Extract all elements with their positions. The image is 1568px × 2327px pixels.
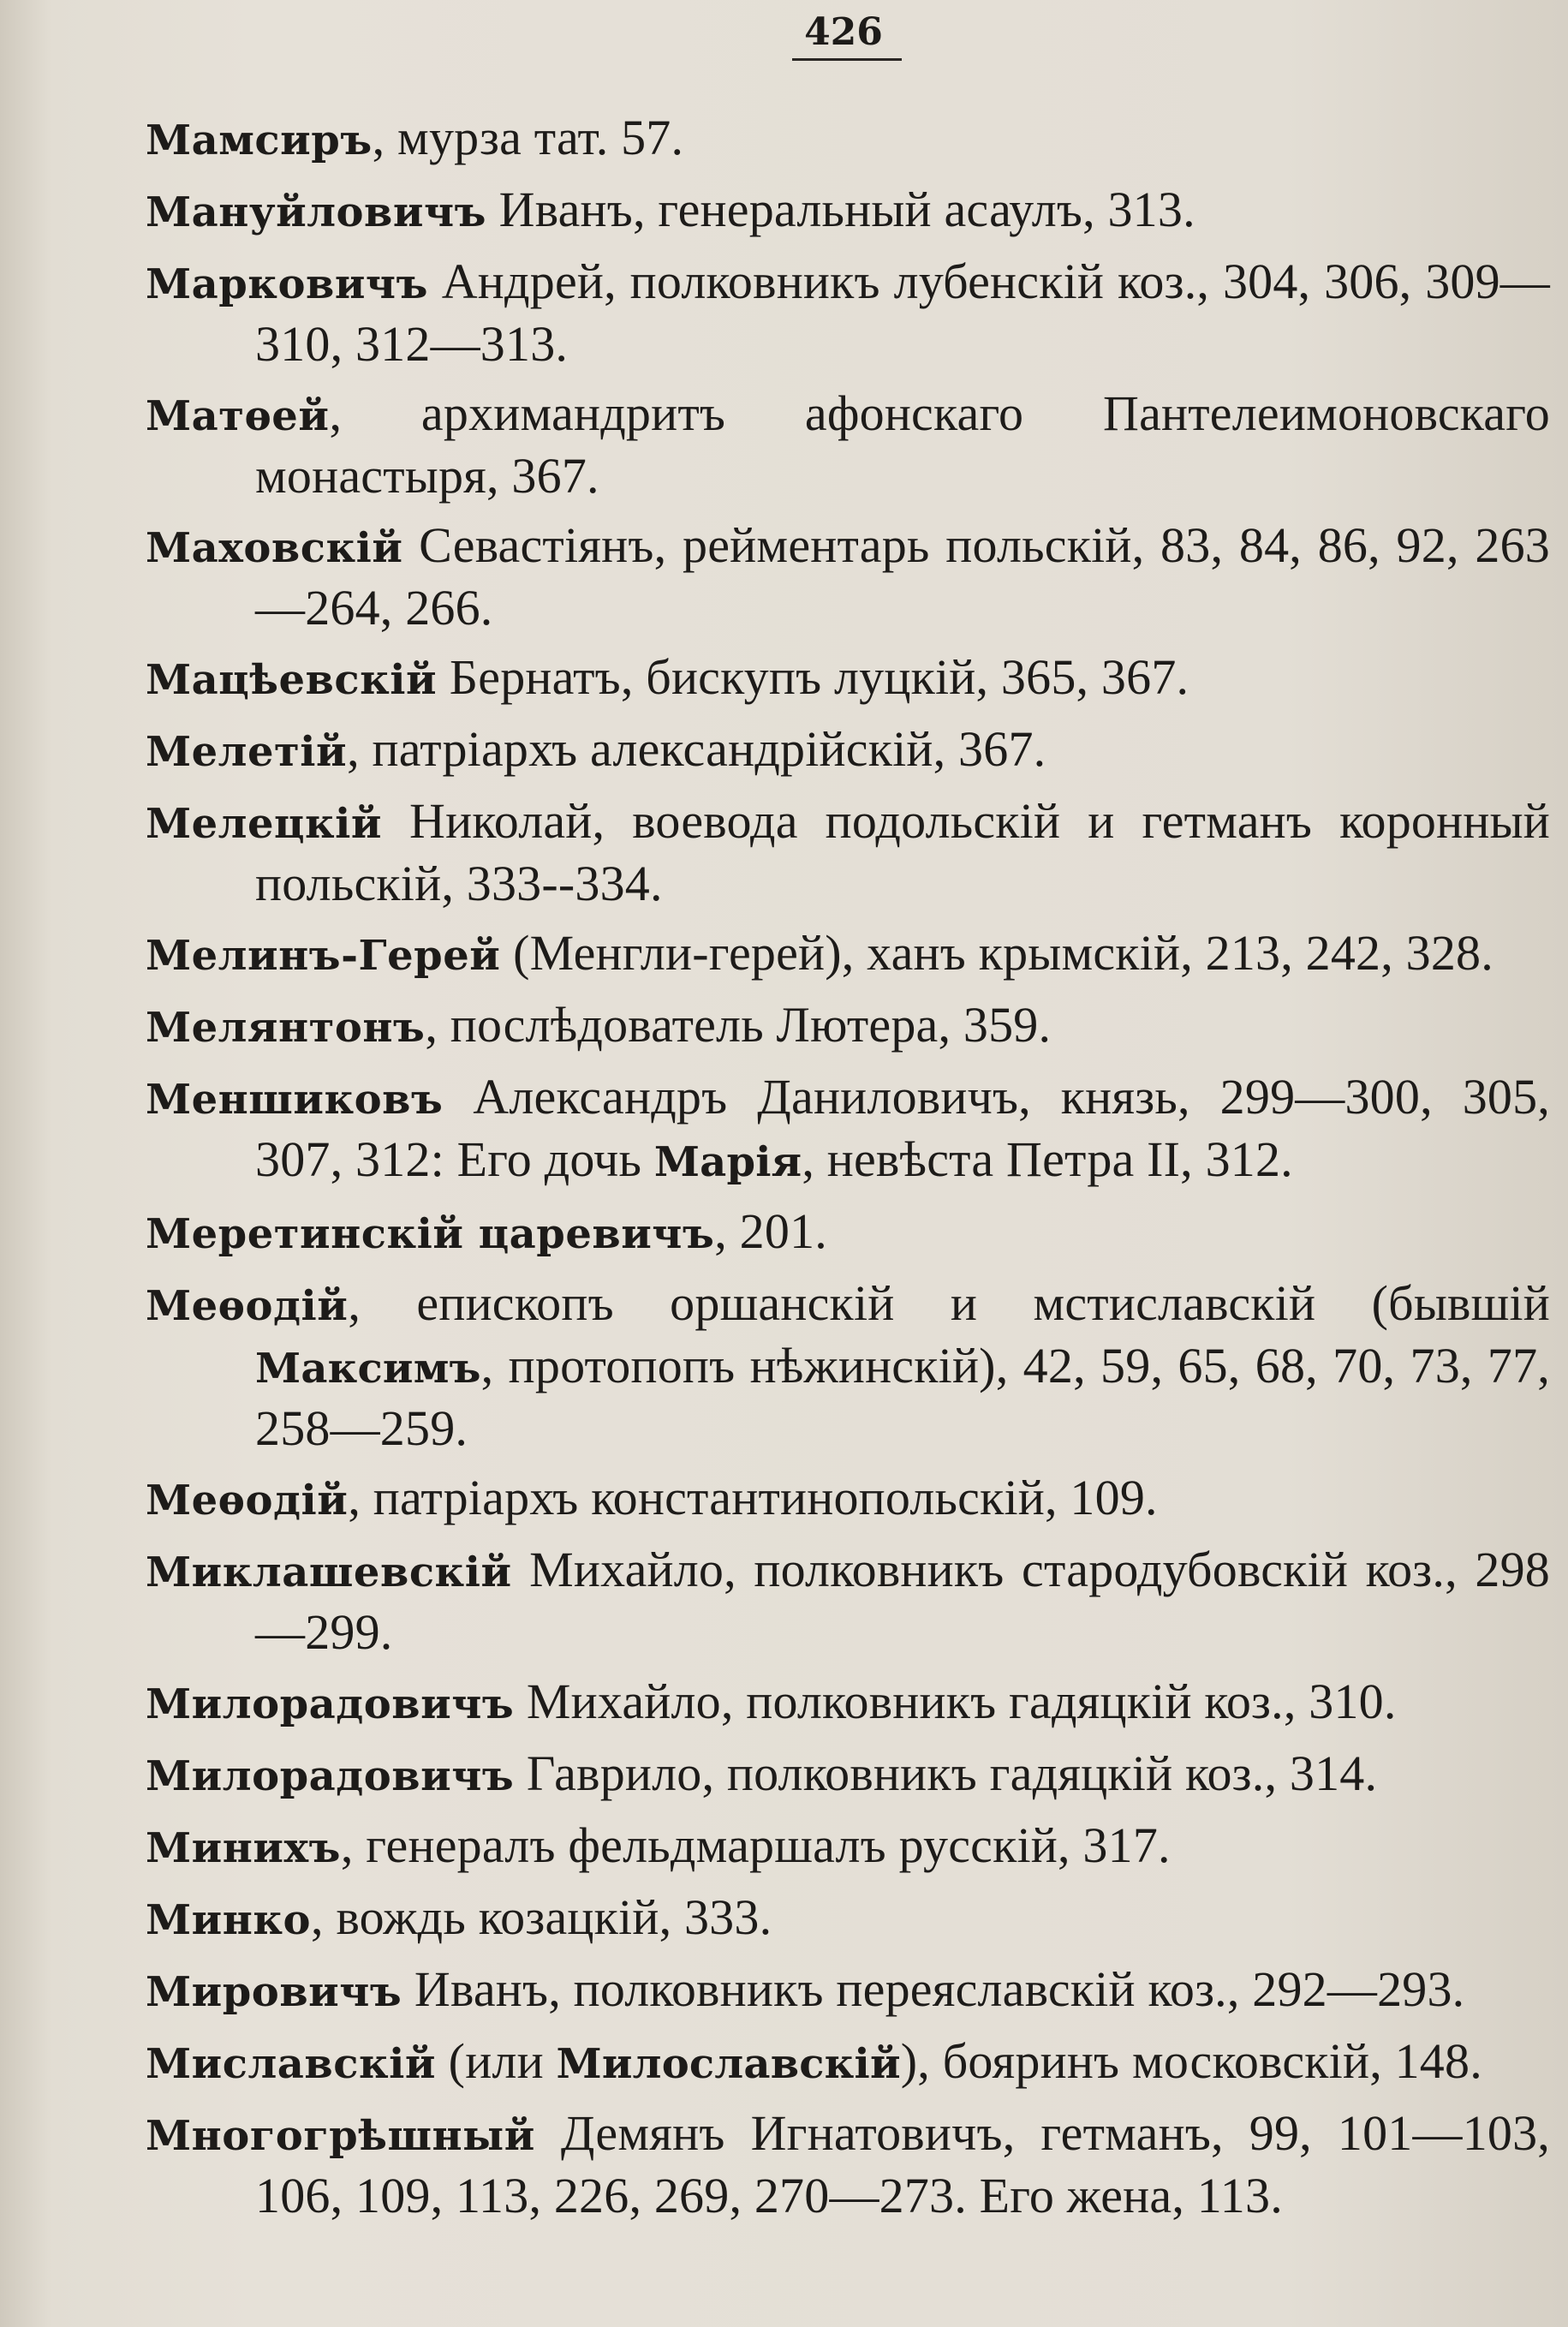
entry-headword: Многогрѣшный: [146, 2112, 535, 2160]
entry-text: , 201.: [714, 1203, 827, 1259]
entry-headword: Милорадовичъ: [146, 1680, 515, 1728]
index-entry: [146, 384, 1550, 506]
page-number: 426: [804, 10, 883, 54]
index-entry: [146, 2032, 1550, 2094]
entry-text: Николай, воевода подольскій и гетманъ коронный польскій, 333--334.: [255, 793, 1550, 911]
index-entry: [146, 1672, 1550, 1734]
index-entry: [146, 1960, 1550, 2022]
entry-text: Александръ Даниловичъ, князь, 299—300, 305, 307, 312: Его дочь: [255, 1069, 1550, 1187]
index-entry: [146, 1888, 1550, 1950]
entry-text: , послѣдователь Лютера, 359.: [425, 997, 1052, 1053]
entry-headword: Мацѣевскій: [146, 656, 438, 704]
index-entry: [146, 1067, 1550, 1192]
index-entry: [146, 1202, 1550, 1264]
entry-bold-name: Максимъ: [255, 1345, 481, 1393]
entry-text: , патріархъ александрійскій, 367.: [347, 721, 1046, 777]
entry-text-continued: ), бояринъ московскій, 148.: [900, 2033, 1482, 2089]
index-entry: [146, 1274, 1550, 1459]
entry-headword: Мелинъ-Герей: [146, 932, 501, 980]
entry-text: Андрей, полковникъ лубенскій коз., 304, 306, 309—310, 312—313.: [255, 254, 1550, 372]
entry-headword: Мануйловичъ: [146, 188, 486, 236]
entry-text: Бернатъ, бискупъ луцкій, 365, 367.: [437, 649, 1189, 705]
entry-text: , патріархъ константинопольскій, 109.: [348, 1470, 1158, 1525]
entry-text: Иванъ, генеральный асаулъ, 313.: [486, 182, 1195, 237]
entry-text: , вождь козацкій, 333.: [311, 1889, 772, 1945]
entry-text: Михайло, полковникъ гадяцкій коз., 310.: [514, 1674, 1397, 1729]
entry-headword: Минко: [146, 1896, 312, 1944]
index-entry: [146, 647, 1550, 710]
index-entries: [146, 108, 1550, 2235]
index-entry: [146, 791, 1550, 914]
entry-headword: Мамсиръ: [146, 116, 373, 164]
entry-headword: Минихъ: [146, 1824, 341, 1872]
index-entry: [146, 1540, 1550, 1662]
page-number-rule: [792, 58, 902, 61]
entry-headword: Меѳодій: [146, 1477, 349, 1524]
entry-text: Михайло, полковникъ стародубовскій коз., 298—299.: [255, 1542, 1550, 1660]
entry-headword: Миклашевскій: [146, 1548, 512, 1596]
entry-headword: Мировичъ: [146, 1968, 402, 2016]
index-entry: [146, 1468, 1550, 1530]
entry-text: Иванъ, полковникъ переяславскій коз., 292—293.: [402, 1961, 1465, 2017]
entry-bold-name: Милославскій: [556, 2040, 901, 2088]
entry-headword: Милорадовичъ: [146, 1752, 515, 1800]
entry-text: Гаврило, полковникъ гадяцкій коз., 314.: [514, 1745, 1378, 1801]
entry-text: , архимандритъ афонскаго Пантелеимоновскаго монастыря, 367.: [255, 385, 1550, 504]
entry-headword: Миславскій: [146, 2040, 436, 2088]
index-entry: [146, 252, 1550, 374]
entry-headword: Матѳей: [146, 392, 330, 440]
index-entry: [146, 516, 1550, 638]
entry-headword: Мелянтонъ: [146, 1004, 426, 1052]
entry-headword: Марковичъ: [146, 260, 428, 308]
index-entry: [146, 180, 1550, 242]
index-entry: [146, 1816, 1550, 1878]
entry-text: , мурза тат. 57.: [372, 110, 684, 165]
entry-text: , генералъ фельдмаршалъ русскій, 317.: [340, 1817, 1171, 1873]
entry-headword: Мелецкій: [146, 800, 383, 848]
index-entry: [146, 2103, 1550, 2226]
entry-text-continued: , протопопъ нѣжинскій), 42, 59, 65, 68, 70, 73, 77, 258—259.: [255, 1338, 1550, 1456]
entry-bold-name: Марія: [653, 1138, 802, 1186]
entry-headword: Меѳодій: [146, 1282, 349, 1330]
entry-text: , епископъ оршанскій и мстиславскій (бывшій: [348, 1275, 1550, 1331]
index-entry: [146, 1744, 1550, 1806]
entry-text: (или: [435, 2033, 557, 2089]
entry-text-continued: , невѣста Петра II, 312.: [802, 1131, 1293, 1187]
entry-text: Демянъ Игнатовичъ, гетманъ, 99, 101—103, 106, 109, 113, 226, 269, 270—273. Его жена, 113.: [255, 2105, 1550, 2223]
entry-headword: Маховскій: [146, 524, 403, 572]
entry-text: Севастіянъ, рейментарь польскій, 83, 84, 86, 92, 263—264, 266.: [255, 517, 1550, 635]
index-entry: [146, 995, 1550, 1058]
entry-text: (Менгли-герей), ханъ крымскій, 213, 242, 328.: [500, 925, 1493, 981]
index-entry: [146, 719, 1550, 782]
entry-headword: Мелетій: [146, 728, 348, 776]
entry-headword: Меретинскій царевичъ: [146, 1210, 715, 1258]
index-entry: [146, 108, 1550, 170]
entry-headword: Меншиковъ: [146, 1076, 444, 1124]
index-entry: [146, 923, 1550, 986]
